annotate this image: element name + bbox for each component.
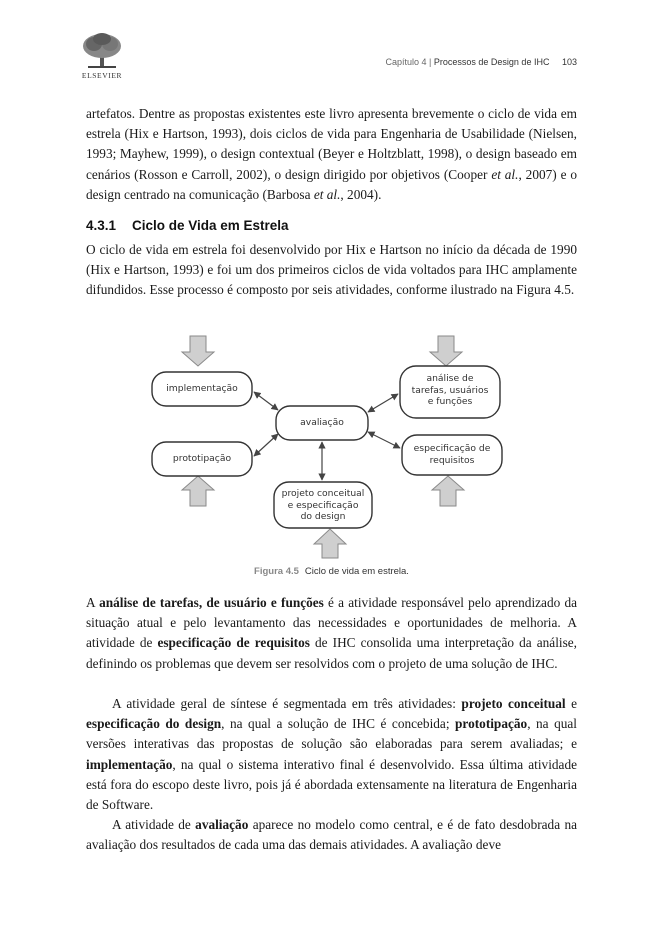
text-run: e [565,696,578,711]
label-line: do design [300,511,346,522]
text-run: A atividade geral de síntese é segmentada em três atividades: [112,696,462,711]
text-run: , 2007) e o design centrado na comunicação (Barbosa [86,166,578,202]
text-run: , 2004). [340,186,382,202]
label-line: análise de [426,373,474,384]
block-arrow-icon [182,336,214,366]
text-italic: et al. [313,186,341,202]
label-line: e especificação [287,499,359,511]
label-line: requisitos [429,454,475,466]
text-bold: especificação do design [86,716,222,732]
text-run: A [86,595,100,610]
page-number: 103 [561,57,577,67]
label-especificacao [402,443,502,466]
section-title: Ciclo de Vida em Estrela [132,218,289,233]
label-avaliacao: avaliação [300,417,344,428]
text-run: aparece no modelo como central, e é de fato desdobrada na avaliação dos resultados de cada uma das demais atividades. A avaliação deve [86,817,577,853]
header-separator: | [429,57,432,67]
paragraph-5 [86,815,577,855]
text-run: , na qual versões interativas das propostas de solução são elaboradas para serem avaliadas; e [86,716,577,752]
tree-icon [80,32,124,70]
caption-label: Figura 4.5 [254,566,299,577]
block-arrow-icon [314,529,346,558]
text-bold: projeto conceitual [461,696,566,711]
chapter-label: Capítulo 4 [385,57,427,67]
paragraph-text: O ciclo de vida em estrela foi desenvolvido por Hix e Hartson no início da década de 1990 (Hix e Hartson, 1993) e foi um dos primeiros ciclos de vida voltados para IHC amplamente difundidos. Esse processo é composto por seis atividades, conforme ilustrado na Figura 4.5. [86,242,577,298]
text-italic: et al. [491,166,519,182]
text-bold: análise de tarefas, de usuário e funções [99,595,324,610]
text-run: , na qual o sistema interativo final é desenvolvido. Essa última atividade está fora do escopo deste livro, pois já é abordada extensamente na literatura de Engenharia de Software. [86,756,577,813]
text-bold: avaliação [195,817,249,832]
text-run: de IHC consolida uma interpretação da análise, definindo os problemas que devem ser resolvidos com o projeto de uma solução de IHC. [86,635,577,671]
block-arrow-icon [182,476,214,506]
label-line: tarefas, usuários [411,384,489,396]
connector-arrow [368,432,400,448]
label-implementacao: implementação [166,383,238,394]
section-number: 4.3.1 [86,218,117,233]
label-projeto [274,488,372,523]
connector-arrow [254,392,278,410]
section-heading [86,218,289,233]
text-run: artefatos. Dentre as propostas existentes este livro apresenta brevemente o ciclo de vida em estrela (Hix e Hartson, 1993), dois ciclos de vida para Engenharia de Usabilidade (Nielsen, 1993; Mayhew, 1999), o design contextual (Beyer e Holtzblatt, 1998), o design baseado em cenários (Rosson e Carroll, 2002), o design dirigido por objetivos (Cooper [86,106,577,182]
paragraph-1 [86,104,577,205]
text-bold: implementação [86,756,173,772]
elsevier-logo [80,32,124,82]
publisher-name: ELSEVIER [81,71,123,80]
text-run: é a atividade responsável pelo aprendizado da situação atual e pelo levantamento das necessidades e oportunidades de melhoria. A atividade de [86,595,577,651]
label-line: e funções [427,396,473,407]
label-line: projeto conceitual [281,488,365,499]
paragraph-4 [86,694,577,815]
caption-text: Ciclo de vida em estrela. [304,566,409,577]
label-prototipacao: prototipação [172,453,232,464]
figure-caption [0,566,663,577]
text-run: , na qual a solução de IHC é concebida; [221,716,456,732]
text-bold: prototipação [455,716,528,732]
label-line: especificação de [413,443,491,454]
text-bold: especificação de requisitos [157,635,310,651]
label-analise [400,373,500,408]
star-lifecycle-diagram [140,330,540,560]
text-run: A atividade de [112,817,196,832]
paragraph-2 [86,240,577,301]
chapter-title: Processos de Design de IHC [433,57,550,67]
block-arrow-icon [430,336,462,366]
block-arrow-icon [432,476,464,506]
running-head [385,57,577,67]
connector-arrow [368,394,398,412]
connector-arrow [254,434,278,456]
paragraph-3 [86,593,577,674]
